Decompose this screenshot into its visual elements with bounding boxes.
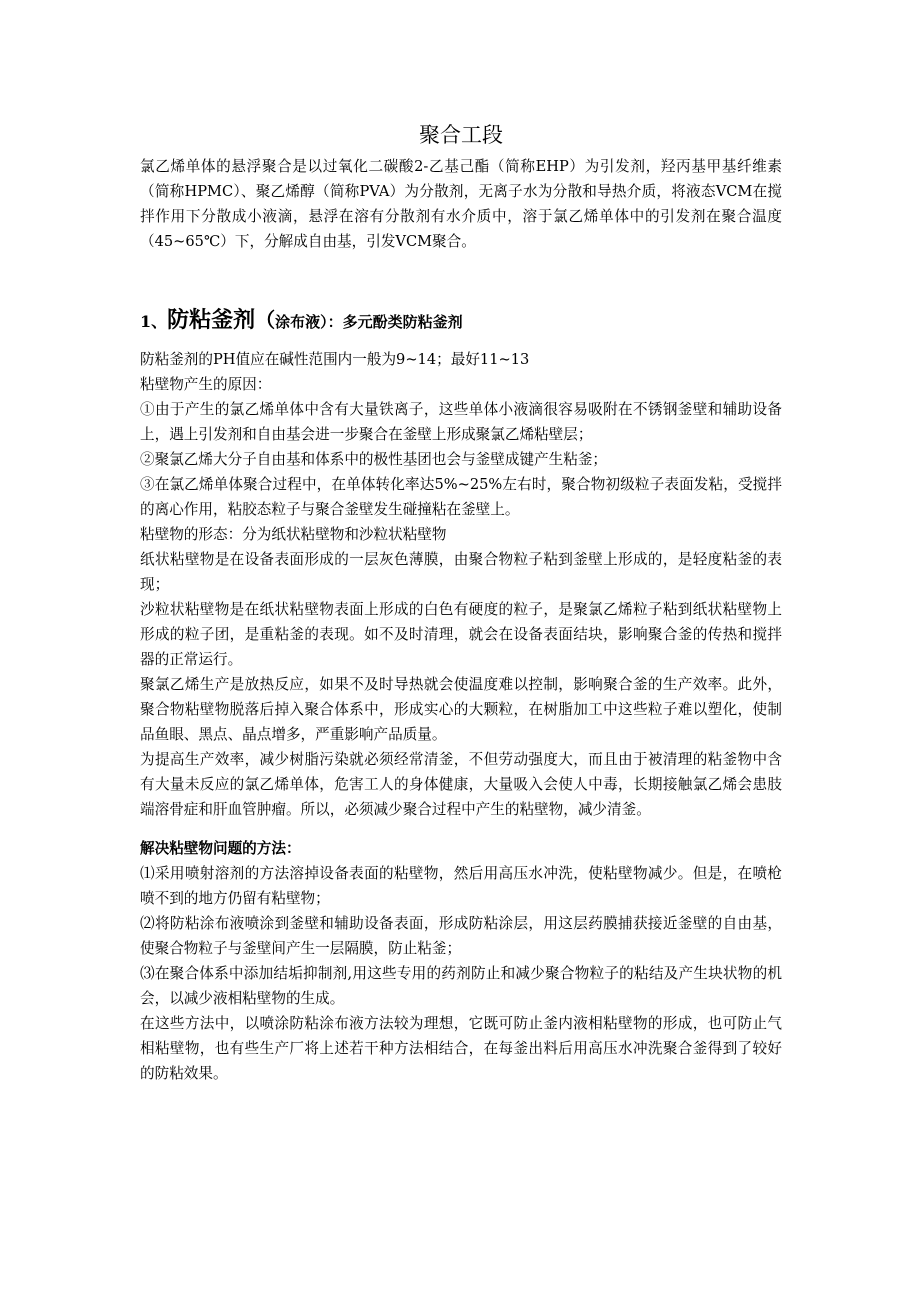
- paragraph: ③在氯乙烯单体聚合过程中，在单体转化率达5%~25%左右时，聚合物初级粒子表面发粘，受搅拌的离心作用，粘胶态粒子与聚合釜壁发生碰撞粘在釜壁上。: [140, 476, 782, 518]
- method-item: ⑶在聚合体系中添加结垢抑制剂,用这些专用的药剂防止和减少聚合物粒子的粘结及产生块状物的机会，以减少液相粘壁物的生成。: [140, 965, 782, 1007]
- paragraph: 防粘釜剂的PH值应在碱性范围内一般为9~14；最好11~13: [140, 351, 530, 368]
- method-item: ⑵将防粘涂布液喷涂到釜壁和辅助设备表面，形成防粘涂层，用这层药膜捕获接近釜壁的自由基，使聚合物粒子与釜壁间产生一层隔膜，防止粘釜；: [140, 915, 782, 957]
- section-subtitle: 涂布液）：多元酚类防粘釜剂: [275, 313, 463, 331]
- paragraph: 粘壁物产生的原因：: [140, 376, 272, 393]
- methods-heading: 解决粘壁物问题的方法：: [140, 840, 301, 857]
- document-body: [140, 120, 782, 1086]
- paragraph: 聚氯乙烯生产是放热反应，如果不及时导热就会使温度难以控制，影响聚合釜的生产效率。此外，聚合物粘壁物脱落后掉入聚合体系中，形成实心的大颗粒，在树脂加工中这些粒子难以塑化，使制品鱼眼、黑点、晶点增多，严重影响产品质量。: [140, 676, 782, 743]
- method-item: ⑴采用喷射溶剂的方法溶掉设备表面的粘壁物，然后用高压水冲洗，使粘壁物减少。但是，在喷枪喷不到的地方仍留有粘壁物；: [140, 865, 782, 907]
- page-title: 聚合工段: [419, 123, 503, 147]
- paragraph: 沙粒状粘壁物是在纸状粘壁物表面上形成的白色有硬度的粒子，是聚氯乙烯粒子粘到纸状粘壁物上形成的粒子团，是重粘釜的表现。如不及时清理，就会在设备表面结块，影响聚合釜的传热和搅拌器的正常运行。: [140, 601, 782, 668]
- section-number: 1、: [140, 312, 168, 331]
- section-paren: （: [255, 308, 276, 332]
- paragraph: 纸状粘壁物是在设备表面形成的一层灰色薄膜，由聚合物粒子粘到釜壁上形成的，是轻度粘釜的表现；: [140, 551, 782, 593]
- paragraph: 粘壁物的形态：分为纸状粘壁物和沙粒状粘壁物: [140, 526, 447, 543]
- paragraph: ②聚氯乙烯大分子自由基和体系中的极性基团也会与釜壁成键产生粘釜；: [140, 451, 608, 468]
- paragraph: 为提高生产效率，减少树脂污染就必须经常清釜，不但劳动强度大，而且由于被清理的粘釜物中含有大量未反应的氯乙烯单体，危害工人的身体健康，大量吸入会使人中毒，长期接触氯乙烯会患肢端溶骨症和肝血管肿瘤。所以，必须减少聚合过程中产生的粘壁物，减少清釜。: [140, 751, 782, 818]
- conclusion-paragraph: 在这些方法中，以喷涂防粘涂布液方法较为理想，它既可防止釜内液相粘壁物的形成，也可防止气相粘壁物，也有些生产厂将上述若干种方法相结合，在每釜出料后用高压水冲洗聚合釜得到了较好的防粘效果。: [140, 1015, 782, 1082]
- paragraph: ①由于产生的氯乙烯单体中含有大量铁离子，这些单体小液滴很容易吸附在不锈钢釜壁和辅助设备上，遇上引发剂和自由基会进一步聚合在釜壁上形成聚氯乙烯粘壁层；: [140, 401, 782, 443]
- section-title: 防粘釜剂: [167, 307, 256, 333]
- section-heading: [140, 302, 782, 341]
- intro-paragraph: 氯乙烯单体的悬浮聚合是以过氧化二碳酸2-乙基己酯（简称EHP）为引发剂，羟丙基甲基纤维素（简称HPMC）、聚乙烯醇（简称PVA）为分散剂，无离子水为分散和导热介质，将液态VCM在搅拌作用下分散成小液滴，悬浮在溶有分散剂有水介质中，溶于氯乙烯单体中的引发剂在聚合温度（45~65℃）下，分解成自由基，引发VCM聚合。: [140, 158, 782, 250]
